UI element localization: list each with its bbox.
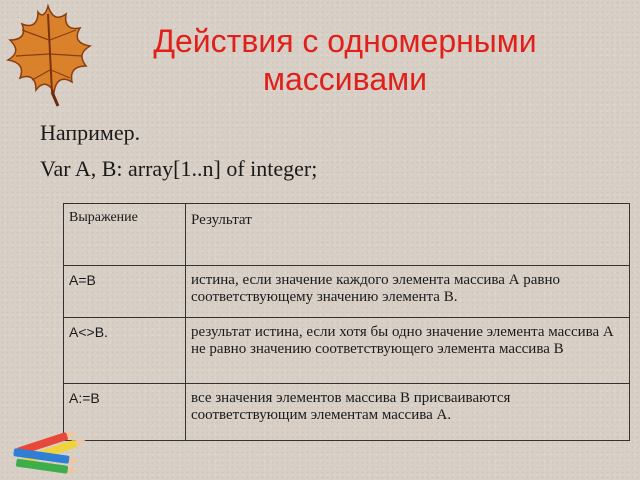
row-expression: A=B	[64, 266, 186, 318]
header-expression: Выражение	[64, 204, 186, 266]
row-expression: A:=B	[64, 384, 186, 441]
row-result: истина, если значение каждого элемента массива А равно соответствующему значению элемента В.	[186, 266, 630, 318]
example-label: Например.	[40, 120, 141, 145]
table-header-row	[64, 204, 630, 266]
autumn-leaf-icon	[0, 0, 100, 110]
header-result: Результат	[186, 204, 630, 266]
table-row	[64, 318, 630, 384]
row-expression: A<>B.	[64, 318, 186, 384]
slide-title: Действия с одномерными массивами	[153, 23, 537, 97]
crayons-icon	[6, 428, 106, 478]
var-declaration: Var A, B: array[1..n] of integer;	[40, 156, 318, 181]
table-row	[64, 384, 630, 441]
row-result: все значения элементов массива В присваиваются соответствующим элементам массива А.	[186, 384, 630, 441]
table-row	[64, 266, 630, 318]
array-operations-table	[63, 203, 630, 441]
row-result: результат истина, если хотя бы одно значение элемента массива А не равно значению соответствующего элемента массива В	[186, 318, 630, 384]
